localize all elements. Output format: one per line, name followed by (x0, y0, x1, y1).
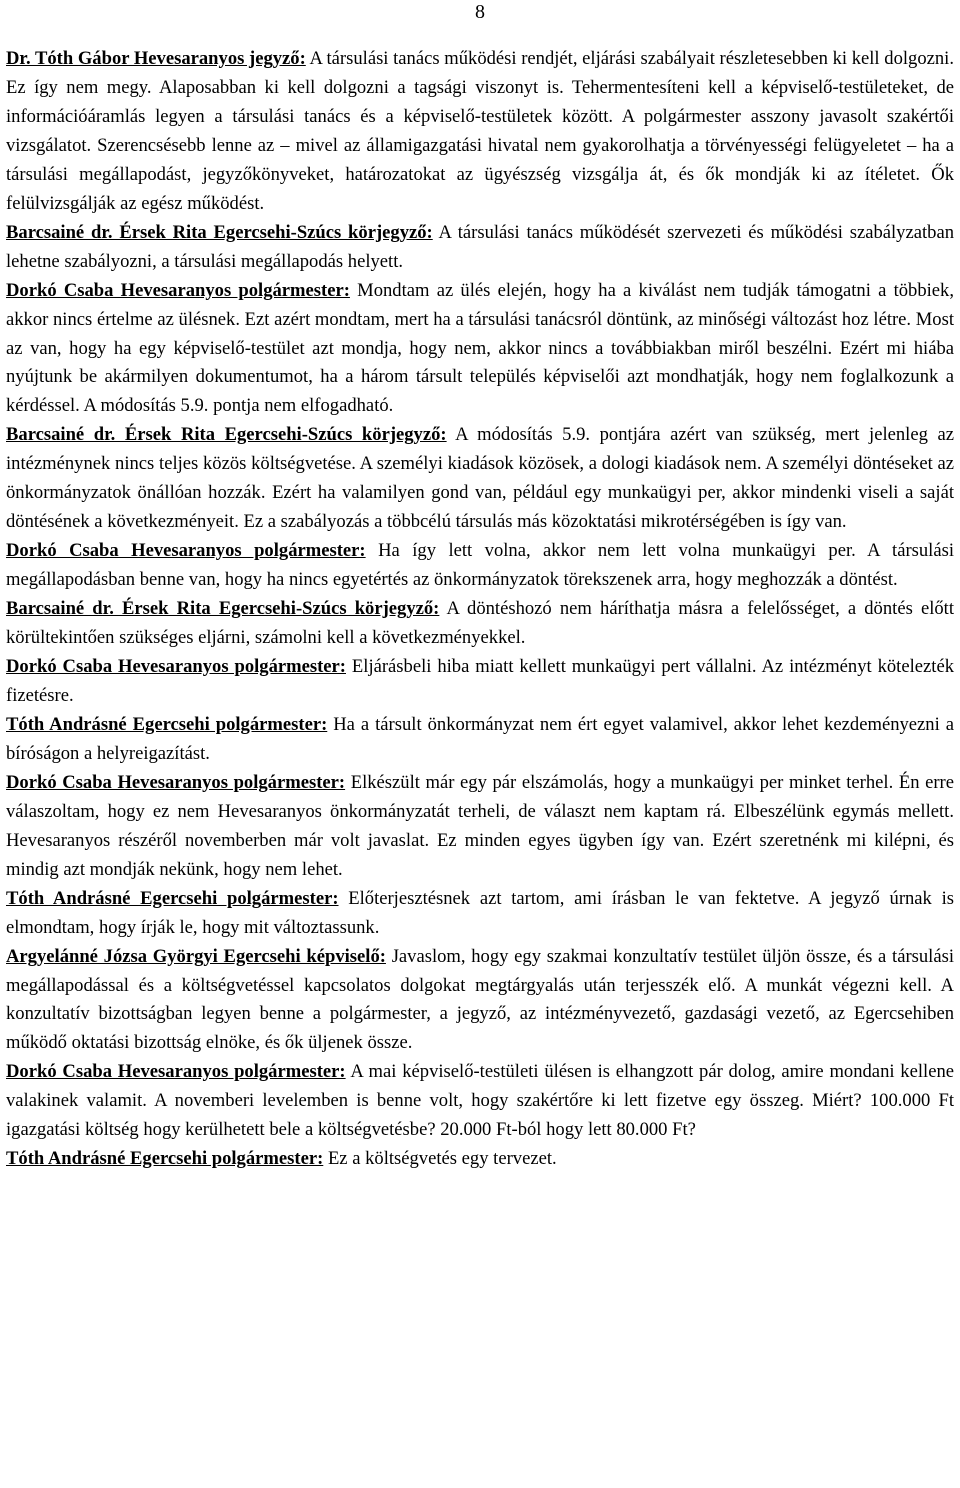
speaker-label: Dorkó Csaba Hevesaranyos polgármester: (6, 540, 366, 562)
speaker-label: Barcsainé dr. Érsek Rita Egercsehi-Szúcs körjegyző: (6, 221, 433, 243)
speaker-label: Dr. Tóth Gábor Hevesaranyos jegyző: (6, 48, 306, 69)
paragraph-text: Eljárásbeli hiba miatt kellett munkaügyi pert vállalni. Az intézményt kötelezték fizetésre. (6, 656, 954, 706)
paragraph (6, 421, 954, 537)
paragraph-text: A módosítás 5.9. pontjára azért van szükség, mert jelenleg az intézménynek nincs teljes közös költségvetése. A személyi kiadások közösek, a dologi kiadások nem. A személyi döntéseket az önkormányzatok önállóan hozzák. Ezért ha valamilyen gond van, például egy munkaügyi per, akkor mindenki viseli a saját döntésének a következményeit. Ez a szabályozás a többcélú társulás más közoktatási mikrotérségében is így van. (6, 424, 954, 533)
paragraph-text: Előterjesztésnek azt tartom, ami írásban le van fektetve. A jegyző úrnak is elmondtam, hogy írják le, hogy mit változtassunk. (6, 887, 954, 938)
speaker-label: Tóth Andrásné Egercsehi polgármester: (6, 1148, 324, 1170)
paragraph-text: Mondtam az ülés elején, hogy ha a kiválást nem tudják támogatni a többiek, akkor nincs értelme az ülésnek. Ezt azért mondtam, mert ha a társulási tanácsról döntünk, az minőségi változást hoz létre. Most az van, hogy ha egy képviselő-testület azt mondja, hogy nem, akkor nincs a továbbiakban miről beszélni. Ezért mi hiába nyújtunk be akármilyen dokumentumot, ha a három társult település képviselői azt mondhatják, hogy nem foglalkozunk a kérdéssel. A módosítás 5.9. pontja nem elfogadható. (6, 279, 955, 417)
paragraph (6, 219, 954, 277)
minutes-document (6, 45, 954, 1174)
paragraph-text: A döntéshozó nem háríthatja másra a felelősséget, a döntés előtt körültekintően szükséges eljárni, számolni kell a következményekkel. (6, 598, 954, 649)
paragraph (6, 595, 954, 653)
speaker-label: Tóth Andrásné Egercsehi polgármester: (6, 887, 339, 909)
paragraph-text: Elkészült már egy pár elszámolás, hogy a munkaügyi per minket terhel. Én erre válaszoltam, hogy ez nem Hevesaranyos önkormányzatát terheli, de választ nem kaptam rá. Elbeszélünk egymás mellett. Hevesaranyos részéről novemberben már volt javaslat. Ez minden egyes ügyben így van. Ezért szeretnénk mi kilépni, és mindig azt mondják nekünk, hogy nem lehet. (6, 771, 954, 880)
paragraph (6, 277, 954, 422)
paragraph-text: Ha így lett volna, akkor nem lett volna munkaügyi per. A társulási megállapodásban benne van, hogy ha nincs egyetértés az önkormányzatok törekszenek arra, hogy meghozzák a döntést. (6, 540, 955, 591)
paragraph-text: A társulási tanács működését szervezeti és működési szabályzatban lehetne szabályozni, a társulási megállapodás helyett. (6, 221, 954, 272)
speaker-label: Dorkó Csaba Hevesaranyos polgármester: (6, 1061, 346, 1083)
paragraph-text: Ha a társult önkormányzat nem ért egyet valamivel, akkor lehet kezdeményezni a bíróságon a helyreigazítást. (6, 713, 954, 764)
paragraph (6, 45, 954, 219)
paragraph (6, 653, 954, 711)
speaker-label: Barcsainé dr. Érsek Rita Egercsehi-Szúcs körjegyző: (6, 424, 447, 446)
paragraph (6, 885, 954, 943)
speaker-label: Dorkó Csaba Hevesaranyos polgármester: (6, 656, 346, 678)
page-number: 8 (475, 1, 485, 23)
paragraph (6, 1058, 954, 1145)
speaker-label: Dorkó Csaba Hevesaranyos polgármester: (6, 771, 346, 793)
paragraph (6, 1145, 954, 1174)
paragraph (6, 943, 954, 1059)
speaker-label: Dorkó Csaba Hevesaranyos polgármester: (6, 279, 350, 301)
paragraph (6, 537, 954, 595)
paragraph (6, 711, 954, 769)
paragraph-text: Javaslom, hogy egy szakmai konzultatív testület üljön össze, és a társulási megállapodással és a költségvetéssel kapcsolatos dolgokat megtárgyalás után terjesszék elő. A munkát végezni kell. A konzultatív bizottságban legyen benne a polgármester, a jegyző, az intézményvezető, gazdasági vezető, az Egercsehiben működő oktatási bizottság elnöke, és ők üljenek össze. (6, 945, 954, 1054)
speaker-label: Barcsainé dr. Érsek Rita Egercsehi-Szúcs körjegyző: (6, 598, 440, 620)
speaker-label: Tóth Andrásné Egercsehi polgármester: (6, 713, 328, 735)
paragraph-text: Ez a költségvetés egy tervezet. (327, 1148, 557, 1170)
paragraph-text: A mai képviselő-testületi ülésen is elhangzott pár dolog, amire mondani kellene valakinek valamit. A novemberi levelemben is benne volt, hogy szakértőre ki lett fizetve egy összeg. Miért? 100.000 Ft igazgatási költség hogy kerülhetett bele a költségvetésbe? 20.000 Ft-ból hogy lett 80.000 Ft? (6, 1061, 954, 1141)
paragraph-text: A társulási tanács működési rendjét, eljárási szabályait részletesebben ki kell dolgozni. Ez így nem megy. Alaposabban ki kell dolgozni a tagsági viszonyt is. Tehermentesíteni kell a képviselő-testületeket, de információáramlás legyen a társulási tanács és a képviselő-testületek között. A polgármester asszony javasolt szakértői vizsgálatot. Szerencsésebb lenne az – mivel az államigazgatási hivatal nem gyakorolhatja a törvényességi felügyeletet – ha a társulási megállapodást, jegyzőkönyveket, határozatokat az ügyészség vizsgálja át, és ők mondják ki az ítéletet. Ők felülvizsgálják az egész működést. (6, 48, 954, 214)
paragraph (6, 769, 954, 885)
speaker-label: Argyelánné Józsa Györgyi Egercsehi képviselő: (6, 945, 386, 967)
